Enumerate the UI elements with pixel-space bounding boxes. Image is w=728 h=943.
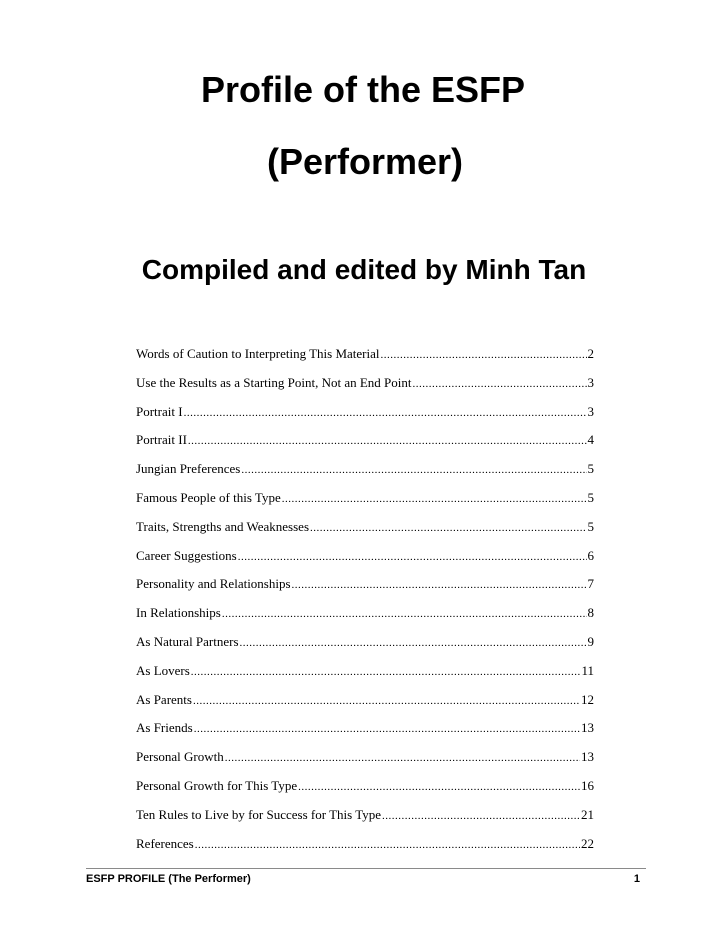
toc-entry-page-number: 5 [587, 518, 594, 534]
toc-dot-leader [222, 608, 587, 620]
toc-dot-leader [195, 839, 580, 851]
toc-dot-leader [310, 522, 587, 534]
toc-dot-leader [225, 752, 580, 764]
toc-entry-page-number: 5 [587, 489, 594, 505]
toc-entry-label: Personal Growth [136, 749, 224, 765]
toc-entry[interactable] [136, 519, 594, 548]
toc-entry[interactable] [136, 548, 594, 577]
toc-entry[interactable] [136, 778, 594, 807]
toc-dot-leader [188, 435, 587, 447]
toc-entry-label: Traits, Strengths and Weaknesses [136, 518, 309, 534]
toc-entry[interactable] [136, 346, 594, 375]
toc-entry-label: As Parents [136, 691, 192, 707]
toc-entry-page-number: 16 [581, 777, 594, 793]
document-title-line-2: (Performer) [266, 141, 464, 182]
toc-entry-page-number: 5 [587, 461, 594, 477]
toc-entry[interactable] [136, 432, 594, 461]
toc-entry-page-number: 7 [587, 576, 594, 592]
toc-entry-label: Portrait I [136, 403, 183, 419]
toc-entry-page-number: 8 [587, 605, 594, 621]
toc-entry-label: In Relationships [136, 605, 221, 621]
toc-entry-label: Career Suggestions [136, 547, 237, 563]
toc-entry[interactable] [136, 749, 594, 778]
toc-dot-leader [193, 695, 580, 707]
toc-entry-label: Personality and Relationships [136, 576, 291, 592]
document-title-line-1: Profile of the ESFP [200, 69, 526, 110]
toc-entry[interactable] [136, 663, 594, 692]
toc-entry[interactable] [136, 836, 594, 865]
toc-entry-page-number: 6 [587, 547, 594, 563]
toc-entry-page-number: 2 [587, 346, 594, 361]
toc-entry-page-number: 11 [581, 662, 594, 678]
toc-entry-label: Ten Rules to Live by for Success for This Type [136, 806, 382, 822]
toc-entry-label: Jungian Preferences [136, 461, 241, 477]
toc-dot-leader [382, 810, 580, 822]
footer-running-title: ESFP PROFILE (The Performer) [86, 873, 251, 885]
toc-dot-leader [238, 551, 587, 563]
toc-entry[interactable] [136, 720, 594, 749]
toc-entry[interactable] [136, 605, 594, 634]
toc-entry-label: As Lovers [136, 662, 190, 678]
footer-divider [86, 868, 646, 869]
toc-entry-page-number: 22 [581, 835, 594, 851]
toc-dot-leader [381, 349, 587, 361]
toc-entry-label: Portrait II [136, 432, 187, 448]
toc-entry-page-number: 9 [587, 633, 594, 649]
toc-dot-leader [298, 781, 580, 793]
toc-dot-leader [413, 378, 587, 390]
toc-dot-leader [241, 464, 586, 476]
toc-entry[interactable] [136, 576, 594, 605]
toc-entry-label: Words of Caution to Interpreting This Material [136, 346, 380, 361]
toc-entry[interactable] [136, 634, 594, 663]
toc-entry-label: Personal Growth for This Type [136, 777, 298, 793]
toc-entry-page-number: 4 [587, 432, 594, 448]
toc-entry-label: As Friends [136, 720, 193, 736]
document-byline: Compiled and edited by Minh Tan [141, 254, 587, 285]
toc-entry[interactable] [136, 461, 594, 490]
toc-entry-label: References [136, 835, 194, 851]
toc-entry-label: Famous People of this Type [136, 489, 281, 505]
toc-entry-page-number: 21 [581, 806, 594, 822]
toc-dot-leader [194, 723, 580, 735]
toc-entry-page-number: 3 [587, 403, 594, 419]
toc-entry-label: Use the Results as a Starting Point, Not an End Point [136, 374, 412, 390]
toc-entry-page-number: 13 [581, 749, 594, 765]
toc-dot-leader [184, 407, 587, 419]
toc-entry-page-number: 13 [581, 720, 594, 736]
toc-entry-page-number: 12 [581, 691, 594, 707]
toc-dot-leader [191, 666, 581, 678]
table-of-contents [136, 346, 594, 864]
toc-dot-leader [240, 637, 587, 649]
toc-entry[interactable] [136, 692, 594, 721]
toc-entry[interactable] [136, 375, 594, 404]
toc-dot-leader [292, 579, 587, 591]
toc-entry-label: As Natural Partners [136, 633, 239, 649]
toc-entry[interactable] [136, 404, 594, 433]
toc-dot-leader [282, 493, 587, 505]
footer-page-number: 1 [633, 873, 640, 885]
toc-entry[interactable] [136, 490, 594, 519]
toc-entry[interactable] [136, 807, 594, 836]
toc-entry-page-number: 3 [587, 374, 594, 390]
